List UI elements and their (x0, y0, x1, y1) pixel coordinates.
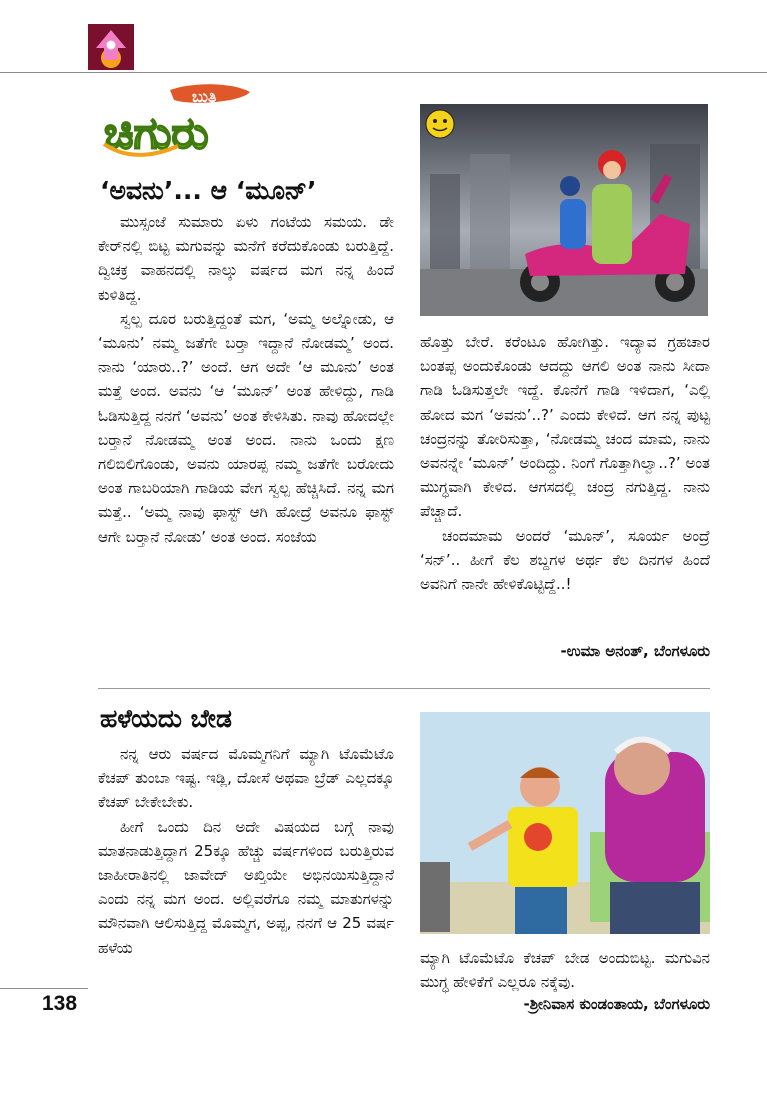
paragraph: ಮ್ಯಾಗಿ ಟೊಮೆಟೊ ಕೆಚಪ್ ಬೇಡ ಅಂದುಬಿಟ್ಟ. ಮಗುವಿನ ಮುಗ್ಧ ಹೇಳಿಕೆಗೆ ಎಲ್ಲರೂ ನಕ್ಕೆವು. (420, 949, 710, 992)
section-brand-logo (100, 84, 280, 164)
page-number: 138 (42, 992, 78, 1015)
author-signature: -ಶ್ರೀನಿವಾಸ ಕುಂಡಂತಾಯ, ಬೆಂಗಳೂರು (523, 995, 710, 1013)
story-column-right (420, 330, 710, 596)
brand-small-text: ಬುತ್ತಿ (192, 87, 218, 106)
moon-face-icon (426, 110, 454, 138)
brand-big-text: ಚಿಗುರು (104, 108, 209, 159)
paragraph: ಹೊತ್ತು ಬೇರೆ. ಕರೆಂಟೂ ಹೋಗಿತ್ತು. ಇದ್ಯಾವ ಗ್ರಹಚಾರ ಬಂತಪ್ಪ ಅಂದುಕೊಂಡು ಆದದ್ದು ಆಗಲಿ ಅಂತ ನಾನು ಸೀದಾ ಗಾಡಿ ಓಡಿಸುತ್ತಲೇ ಇದ್ದೆ. ಕೊನೆಗೆ ಗಾಡಿ ಇಳಿದಾಗ, ‘ಎಲ್ಲಿ ಹೋದ ಮಗ ‘ಅವನು’..?’ ಎಂದು ಕೇಳಿದೆ. ಆಗ ನನ್ನ ಪುಟ್ಟ ಚಂದ್ರನನ್ನು ತೋರಿಸುತ್ತಾ, ‘ನೋಡಮ್ಮ ಚಂದ ಮಾಮ, ನಾನು ಅವನನ್ನೇ ‘ಮೂನ್’ ಅಂದಿದ್ದು. ನಿಂಗೆ ಗೊತ್ತಾಗಿಲ್ವಾ..?’ ಅಂತ ಮುಗ್ಧವಾಗಿ ಕೇಳಿದ. ಆಗಸದಲ್ಲಿ ಚಂದ್ರ ನಗುತ್ತಿದ್ದ. ನಾನು ಪೆಚ್ಚಾದೆ. (420, 333, 710, 521)
header-rule (0, 72, 767, 73)
page-number-rule (0, 988, 88, 989)
author-signature: -ಉಮಾ ಅನಂತ್, ಬೆಂಗಳೂರು (560, 642, 710, 660)
story-column-right (420, 946, 710, 994)
paragraph: ಮುಸ್ಸಂಜೆ ಸುಮಾರು ಏಳು ಗಂಟೆಯ ಸಮಯ. ಡೇ ಕೇರ್‌ನಲ್ಲಿ ಬಿಟ್ಟ ಮಗುವನ್ನು ಮನೆಗೆ ಕರೆದುಕೊಂಡು ಬರುತ್ತಿದ್ದೆ. ದ್ವಿಚಕ್ರ ವಾಹನದಲ್ಲಿ ನಾಲ್ಕು ವರ್ಷದ ಮಗ ನನ್ನ ಹಿಂದೆ ಕುಳಿತಿದ್ದ. (98, 213, 394, 304)
ketchup-illustration (420, 712, 710, 934)
paragraph: ಹೀಗೆ ಒಂದು ದಿನ ಅದೇ ವಿಷಯದ ಬಗ್ಗೆ ನಾವು ಮಾತನಾಡುತ್ತಿದ್ದಾಗ 25ಕ್ಕೂ ಹೆಚ್ಚು ವರ್ಷಗಳಿಂದ ಬರುತ್ತಿರುವ ಜಾಹೀರಾತಿನಲ್ಲಿ ಜಾವೇದ್ ಅಖ್ತಿಯೇ ಅಭಿನಯಿಸುತ್ತಿದ್ದಾನೆ ಎಂದು ನನ್ನ ಮಗ ಅಂದ. ಅಲ್ಲಿವರೆಗೂ ನಮ್ಮ ಮಾತುಗಳನ್ನು ಮೌನವಾಗಿ ಆಲಿಸುತ್ತಿದ್ದ ಮೊಮ್ಮಗ, ಅಪ್ಪ, ನನಗೆ ಆ 25 ವರ್ಷ ಹಳೆಯ (98, 817, 394, 957)
section-divider (98, 688, 710, 689)
magazine-logo (88, 24, 134, 70)
scooter-illustration (420, 104, 708, 316)
story-column-left (98, 210, 394, 549)
story-title: ‘ಅವನು’... ಆ ‘ಮೂನ್’ (100, 176, 317, 205)
paragraph: ಚಂದಮಾಮ ಅಂದರೆ ‘ಮೂನ್’, ಸೂರ್ಯ ಅಂದ್ರೆ ‘ಸನ್’.. ಹೀಗೆ ಕೆಲ ಶಬ್ದಗಳ ಅರ್ಥ ಕೆಲ ದಿನಗಳ ಹಿಂದೆ ಅವನಿಗೆ ನಾನೇ ಹೇಳಿಕೊಟ್ಟಿದ್ದೆ..! (420, 526, 710, 594)
paragraph: ಸ್ವಲ್ಪ ದೂರ ಬರುತ್ತಿದ್ದಂತೆ ಮಗ, ‘ಅಮ್ಮ ಅಲ್ನೋಡು, ಆ ‘ಮೂನು’ ನಮ್ಮ ಜತೆಗೇ ಬರ್‍ತಾ ಇದ್ದಾನೆ ನೋಡಮ್ಮ’ ಅಂದ. ನಾನು ‘ಯಾರು..?’ ಅಂದೆ. ಆಗ ಅದೇ ‘ಆ ಮೂನು’ ಅಂತ ಮತ್ತೆ ಅಂದ. ಅವನು ‘ಆ ‘ಮೂನ್’ ಅಂತ ಹೇಳಿದ್ದು, ಗಾಡಿ ಓಡಿಸುತ್ತಿದ್ದ ನನಗೆ ‘ಅವನು’ ಅಂತ ಕೇಳಿಸಿತು. ನಾವು ಹೋದಲ್ಲೇ ಬರ್‍ತಾನೆ ನೋಡಮ್ಮ ಅಂತ ಅಂದ. ನಾನು ಒಂದು ಕ್ಷಣ ಗಲಿಬಿಲಿಗೊಂಡು, ಅವನು ಯಾರಪ್ಪ ನಮ್ಮ ಜತೆಗೇ ಬರೋದು ಅಂತ ಗಾಬರಿಯಾಗಿ ಗಾಡಿಯ ವೇಗ ಸ್ವಲ್ಪ ಹೆಚ್ಚಿಸಿದೆ. ನನ್ನ ಮಗ ಮತ್ತೆ.. ‘ಅಮ್ಮ ನಾವು ಫಾಸ್ಟ್ ಆಗಿ ಹೋದ್ರೆ ಅವನೂ ಫಾಸ್ಟ್ ಆಗೇ ಬರ್‍ತಾನೆ ನೋಡು’ ಅಂತ ಅಂದ. ಸಂಜೆಯ (98, 309, 394, 546)
story-title: ಹಳೆಯದು ಬೇಡ (100, 704, 232, 733)
story-column-left (98, 742, 394, 960)
paragraph: ನನ್ನ ಆರು ವರ್ಷದ ಮೊಮ್ಮಗನಿಗೆ ಮ್ಯಾಗಿ ಟೊಮೆಟೊ ಕೆಚಪ್ ತುಂಬಾ ಇಷ್ಟ. ಇಡ್ಲಿ, ದೋಸೆ ಅಥವಾ ಬ್ರೆಡ್ ಎಲ್ಲದಕ್ಕೂ ಕೆಚಪ್ ಬೇಕೇಬೇಕು. (98, 745, 394, 812)
